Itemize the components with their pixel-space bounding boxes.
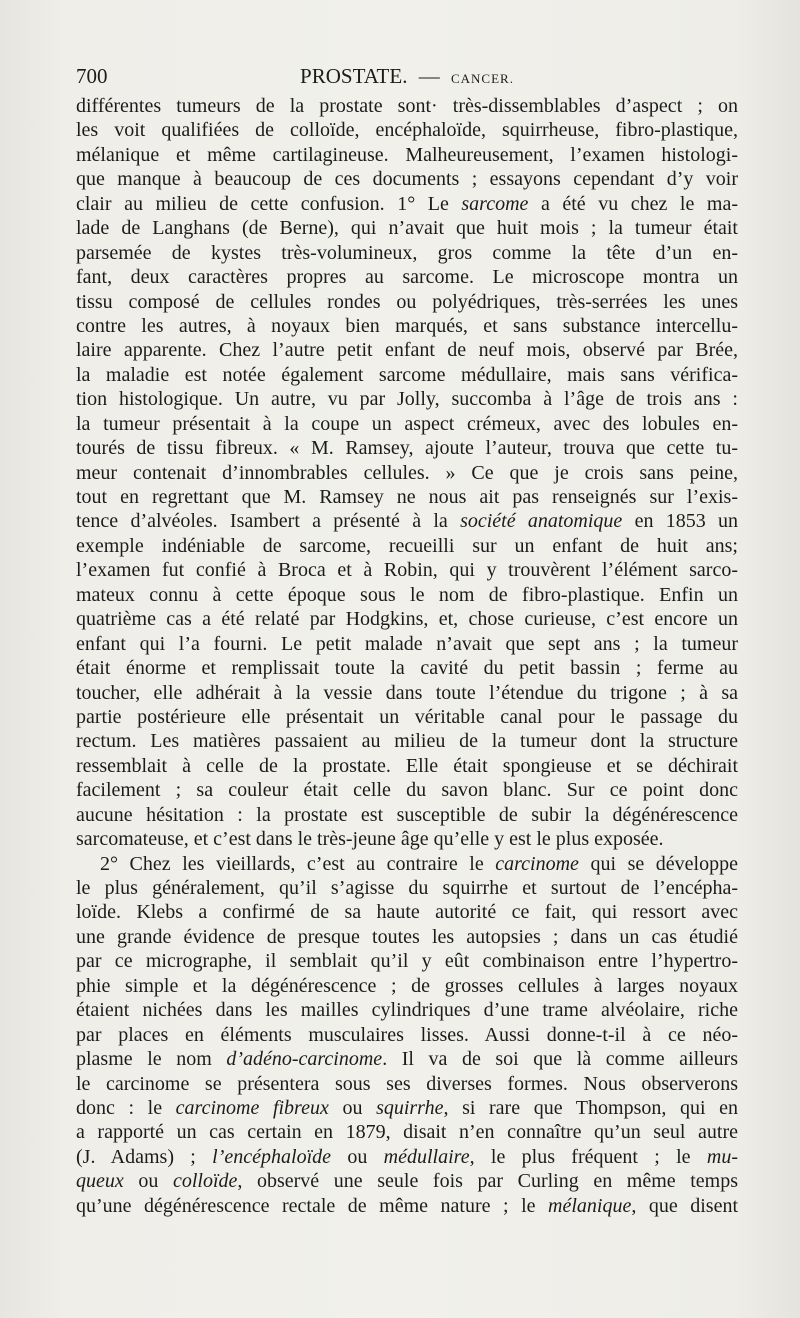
text-line: [76, 167, 738, 191]
running-title-main: PROSTATE.: [300, 64, 408, 88]
text-line: [76, 1072, 738, 1096]
text-segment: , le plus fréquent ; le: [469, 1145, 707, 1168]
text-segment: l’examen fut confié à Broca et à Robin, qui y trouvèrent l’élément sarco-: [76, 559, 738, 582]
italic-text: société anatomique: [460, 510, 623, 533]
italic-text: carcinome fibreux: [175, 1096, 329, 1119]
text-line: [76, 900, 738, 924]
italic-text: mélanique: [548, 1194, 632, 1217]
text-segment: enfant qui l’a fourni. Le petit malade n’avait que sept ans ; la tumeur: [76, 632, 738, 655]
text-segment: tout en regrettant que M. Ramsey ne nous ait pas renseignés sur l’exis-: [76, 486, 738, 508]
text-line: [76, 241, 738, 265]
italic-text: d’adéno-carcinome: [226, 1048, 383, 1071]
text-segment: en 1853 un: [622, 510, 738, 533]
text-segment: clair au milieu de cette confusion. 1° Le: [76, 192, 462, 215]
text-segment: phie simple et la dégénérescence ; de grosses cellules à larges noyaux: [76, 974, 738, 997]
text-segment: parsemée de kystes très-volumineux, gros comme la tête d’un en-: [76, 241, 738, 264]
text-line: [76, 1096, 738, 1120]
italic-text: sarcome: [461, 192, 529, 215]
text-line: [76, 290, 738, 314]
text-segment: loïde. Klebs a confirmé de sa haute autorité ce fait, qui ressort avec: [76, 901, 738, 924]
text-line: [76, 852, 738, 876]
text-line: [76, 925, 738, 949]
text-line: [76, 118, 738, 142]
text-segment: mateux connu à cette époque sous le nom de fibro-plastique. Enfin un: [76, 583, 738, 606]
text-segment: facilement ; sa couleur était celle du savon blanc. Sur ce point donc: [76, 779, 738, 802]
running-title: [76, 62, 738, 93]
text-line: [76, 265, 738, 289]
text-segment: rectum. Les matières passaient au milieu de la tumeur dont la structure: [76, 730, 738, 753]
text-line: [76, 754, 738, 778]
text-line: [76, 1047, 738, 1071]
text-line: [76, 949, 738, 973]
text-segment: plasme le nom: [76, 1048, 227, 1071]
text-segment: , si rare que Thompson, qui en: [443, 1096, 738, 1119]
text-line: [76, 338, 738, 362]
text-segment: les voit qualifiées de colloïde, encéphaloïde, squirrheuse, fibro-plastique,: [76, 119, 738, 142]
text-line: [76, 94, 738, 118]
text-line: [76, 387, 738, 411]
text-segment: , observé une seule fois par Curling en même temps: [237, 1170, 739, 1193]
page-number: 700: [76, 64, 108, 88]
text-line: [76, 192, 738, 216]
text-segment: exemple indéniable de sarcome, recueilli sur un enfant de huit ans;: [76, 534, 738, 557]
text-segment: contre les autres, à noyaux bien marqués, et sans substance intercellu-: [76, 314, 738, 337]
text-segment: sarcomateuse, et c’est dans le très-jeune âge qu’elle y est le plus exposée.: [76, 828, 664, 851]
text-segment: qui se développe: [578, 852, 738, 875]
text-segment: tourés de tissu fibreux. « M. Ramsey, ajoute l’auteur, trouva que cette tu-: [76, 437, 738, 460]
text-line: [76, 803, 738, 827]
text-line: [76, 216, 738, 240]
running-title-dash: —: [418, 64, 440, 88]
text-line: [76, 681, 738, 705]
text-line: [76, 412, 738, 436]
text-line: [76, 558, 738, 582]
text-line: [76, 998, 738, 1022]
text-line: [76, 632, 738, 656]
text-line: [76, 436, 738, 460]
body-text: [76, 94, 738, 1218]
text-segment: que manque à beaucoup de ces documents ; essayons cependant d’y voir: [76, 168, 738, 191]
text-segment: donc : le: [76, 1096, 176, 1119]
text-line: [76, 1120, 738, 1144]
text-segment: a été vu chez le ma-: [528, 192, 738, 215]
italic-text: mu-: [706, 1145, 738, 1168]
text-segment: laire apparente. Chez l’autre petit enfant de neuf mois, observé par Brée,: [76, 339, 738, 362]
text-line: [76, 534, 738, 558]
text-line: [76, 778, 738, 802]
text-line: [76, 656, 738, 680]
text-segment: , que disent: [631, 1194, 739, 1217]
text-line: [76, 974, 738, 998]
italic-text: l’encéphaloïde: [212, 1145, 332, 1168]
text-segment: lade de Langhans (de Berne), qui n’avait que huit mois ; la tumeur était: [76, 217, 738, 240]
text-segment: ou: [331, 1145, 384, 1168]
text-segment: tissu composé de cellules rondes ou polyédriques, très-serrées les unes: [76, 290, 738, 313]
text-segment: tence d’alvéoles. Isambert a présenté à la: [76, 510, 461, 533]
text-line: [76, 583, 738, 607]
text-line: [76, 1145, 738, 1169]
text-line: [76, 143, 738, 167]
text-segment: partie postérieure elle présentait un véritable canal pour le passage du: [76, 705, 738, 728]
italic-text: colloïde: [172, 1170, 238, 1193]
text-line: [76, 1023, 738, 1047]
text-line: [76, 461, 738, 485]
text-line: [76, 485, 738, 509]
text-line: [76, 363, 738, 387]
text-segment: ou: [328, 1096, 377, 1119]
text-segment: qu’une dégénérescence rectale de même nature ; le: [76, 1194, 549, 1217]
text-segment: le carcinome se présentera sous ses diverses formes. Nous observerons: [76, 1072, 738, 1095]
text-segment: fant, deux caractères propres au sarcome. Le microscope montra un: [76, 266, 738, 289]
running-title-sub: CANCER.: [450, 71, 514, 86]
text-segment: par places en éléments musculaires lisses. Aussi donne-t-il à ce néo-: [76, 1023, 738, 1046]
text-segment: toucher, elle adhérait à la vessie dans toute l’étendue du trigone ; à sa: [76, 681, 738, 704]
text-line: [76, 314, 738, 338]
text-segment: meur contenait d’innombrables cellules. » Ce que je crois sans peine,: [76, 461, 738, 484]
italic-text: squirrhe: [376, 1096, 444, 1119]
text-line: [76, 729, 738, 753]
text-line: [76, 1194, 738, 1218]
text-line: [76, 827, 738, 851]
text-segment: la maladie est notée également sarcome médullaire, mais sans vérifica-: [76, 363, 738, 386]
text-segment: ressemblait à celle de la prostate. Elle était spongieuse et se déchirait: [76, 754, 738, 777]
text-segment: a rapporté un cas certain en 1879, disait n’en connaître qu’un seul autre: [76, 1121, 738, 1144]
text-line: [76, 1169, 738, 1193]
text-segment: une grande évidence de presque toutes les autopsies ; dans un cas étudié: [76, 925, 738, 948]
text-segment: étaient nichées dans les mailles cylindriques d’une trame alvéolaire, riche: [76, 999, 738, 1022]
text-segment: . Il va de soi que là comme ailleurs: [382, 1048, 738, 1071]
italic-text: carcinome: [495, 852, 579, 875]
text-segment: quatrième cas a été relaté par Hodgkins, et, chose curieuse, c’est encore un: [76, 608, 738, 631]
text-segment: différentes tumeurs de la prostate sont· très-dissemblables d’aspect ; on: [76, 95, 738, 117]
text-segment: le plus généralement, qu’il s’agisse du squirrhe et surtout de l’encépha-: [76, 877, 738, 899]
text-segment: par ce micrographe, il semblait qu’il y eût combinaison entre l’hypertro-: [76, 950, 738, 973]
italic-text: médullaire: [383, 1145, 470, 1168]
text-line: [76, 509, 738, 533]
text-segment: était énorme et remplissait toute la cavité du petit bassin ; ferme au: [76, 657, 738, 680]
text-segment: mélanique et même cartilagineuse. Malheureusement, l’examen histologi-: [76, 143, 738, 166]
text-line: [76, 705, 738, 729]
text-line: [76, 607, 738, 631]
running-header: [76, 62, 738, 90]
text-segment: ou: [123, 1170, 173, 1193]
text-segment: tion histologique. Un autre, vu par Jolly, succomba à l’âge de trois ans :: [76, 388, 738, 411]
italic-text: queux: [76, 1170, 124, 1193]
text-segment: la tumeur présentait à la coupe un aspect crémeux, avec des lobules en-: [76, 412, 738, 435]
text-segment: 2° Chez les vieillards, c’est au contraire le: [100, 852, 496, 875]
text-segment: (J. Adams) ;: [76, 1145, 213, 1168]
text-segment: aucune hésitation : la prostate est susceptible de subir la dégénérescence: [76, 803, 738, 826]
text-line: [76, 876, 738, 900]
